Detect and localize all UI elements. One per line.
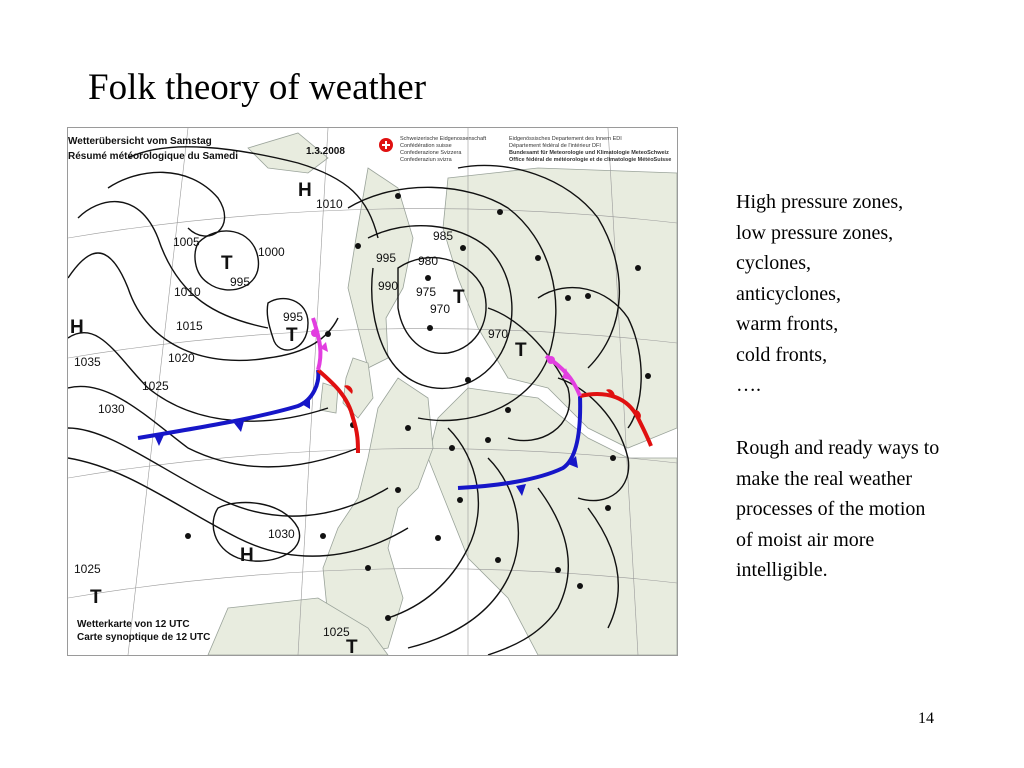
department-names: Eidgenössisches Departement des Innern EDI Département fédéral de l'intérieur DFI Bundesamt für Meteorologie und Klimatologie MeteoSchweiz Office fédéral de météorologie et de climatologie MétéoSuisse — [509, 136, 672, 163]
svg-text:1025: 1025 — [74, 562, 101, 576]
map-footer-fr: Carte synoptique de 12 UTC — [77, 632, 211, 643]
svg-text:1025: 1025 — [142, 379, 169, 393]
high-center-2: H — [70, 317, 84, 338]
slide-title: Folk theory of weather — [88, 67, 427, 108]
concept-item: warm fronts, — [736, 313, 839, 335]
svg-text:980: 980 — [418, 254, 439, 268]
low-center-3: T — [453, 287, 465, 308]
svg-text:1030: 1030 — [268, 527, 295, 541]
weather-map — [67, 127, 678, 656]
explanation-paragraph: Rough and ready ways to make the real weather processes of the motion of moist air more intelligible. — [736, 437, 940, 581]
svg-text:995: 995 — [376, 251, 397, 265]
svg-text:1000: 1000 — [258, 245, 285, 259]
svg-text:1010: 1010 — [316, 197, 343, 211]
svg-text:995: 995 — [230, 275, 251, 289]
svg-text:970: 970 — [488, 327, 509, 341]
concept-list — [736, 187, 903, 401]
low-center-4: T — [515, 340, 527, 361]
svg-text:1030: 1030 — [98, 402, 125, 416]
low-center-2: T — [286, 325, 298, 346]
svg-text:975: 975 — [416, 285, 437, 299]
concept-item: …. — [736, 374, 761, 396]
map-footer-de: Wetterkarte von 12 UTC — [77, 619, 190, 630]
svg-text:985: 985 — [433, 229, 454, 243]
isobar-1015: 1015 — [176, 319, 203, 333]
svg-text:970: 970 — [430, 302, 451, 316]
swiss-flag-icon — [379, 138, 393, 152]
federation-names: Schweizerische Eidgenossenschaft Confédération suisse Confederazione Svizzera Confederaziun svizra — [400, 136, 487, 163]
high-center-1: H — [298, 180, 312, 201]
concept-item: low pressure zones, — [736, 221, 894, 244]
concept-item: anticyclones, — [736, 282, 841, 305]
map-header-fr: Résumé météorologique du Samedi — [68, 151, 239, 162]
low-center-1: T — [221, 253, 233, 274]
concept-item: High pressure zones, — [736, 191, 904, 213]
svg-text:995: 995 — [283, 310, 304, 324]
concept-item: cold fronts, — [736, 343, 828, 366]
low-center-5: T — [90, 587, 102, 608]
concept-item: cyclones, — [736, 252, 811, 274]
svg-text:1005: 1005 — [173, 235, 200, 249]
map-header-de: Wetterübersicht vom Samstag — [68, 136, 212, 147]
low-center-6: T — [346, 637, 358, 655]
svg-text:1010: 1010 — [174, 285, 201, 299]
svg-text:1025: 1025 — [323, 625, 350, 639]
map-date: 1.3.2008 — [306, 146, 345, 157]
svg-text:990: 990 — [378, 279, 399, 293]
svg-text:1035: 1035 — [74, 355, 101, 369]
page-number: 14 — [918, 710, 934, 727]
svg-text:1020: 1020 — [168, 351, 195, 365]
high-center-3: H — [240, 545, 254, 566]
weather-map-drawing — [68, 128, 677, 655]
